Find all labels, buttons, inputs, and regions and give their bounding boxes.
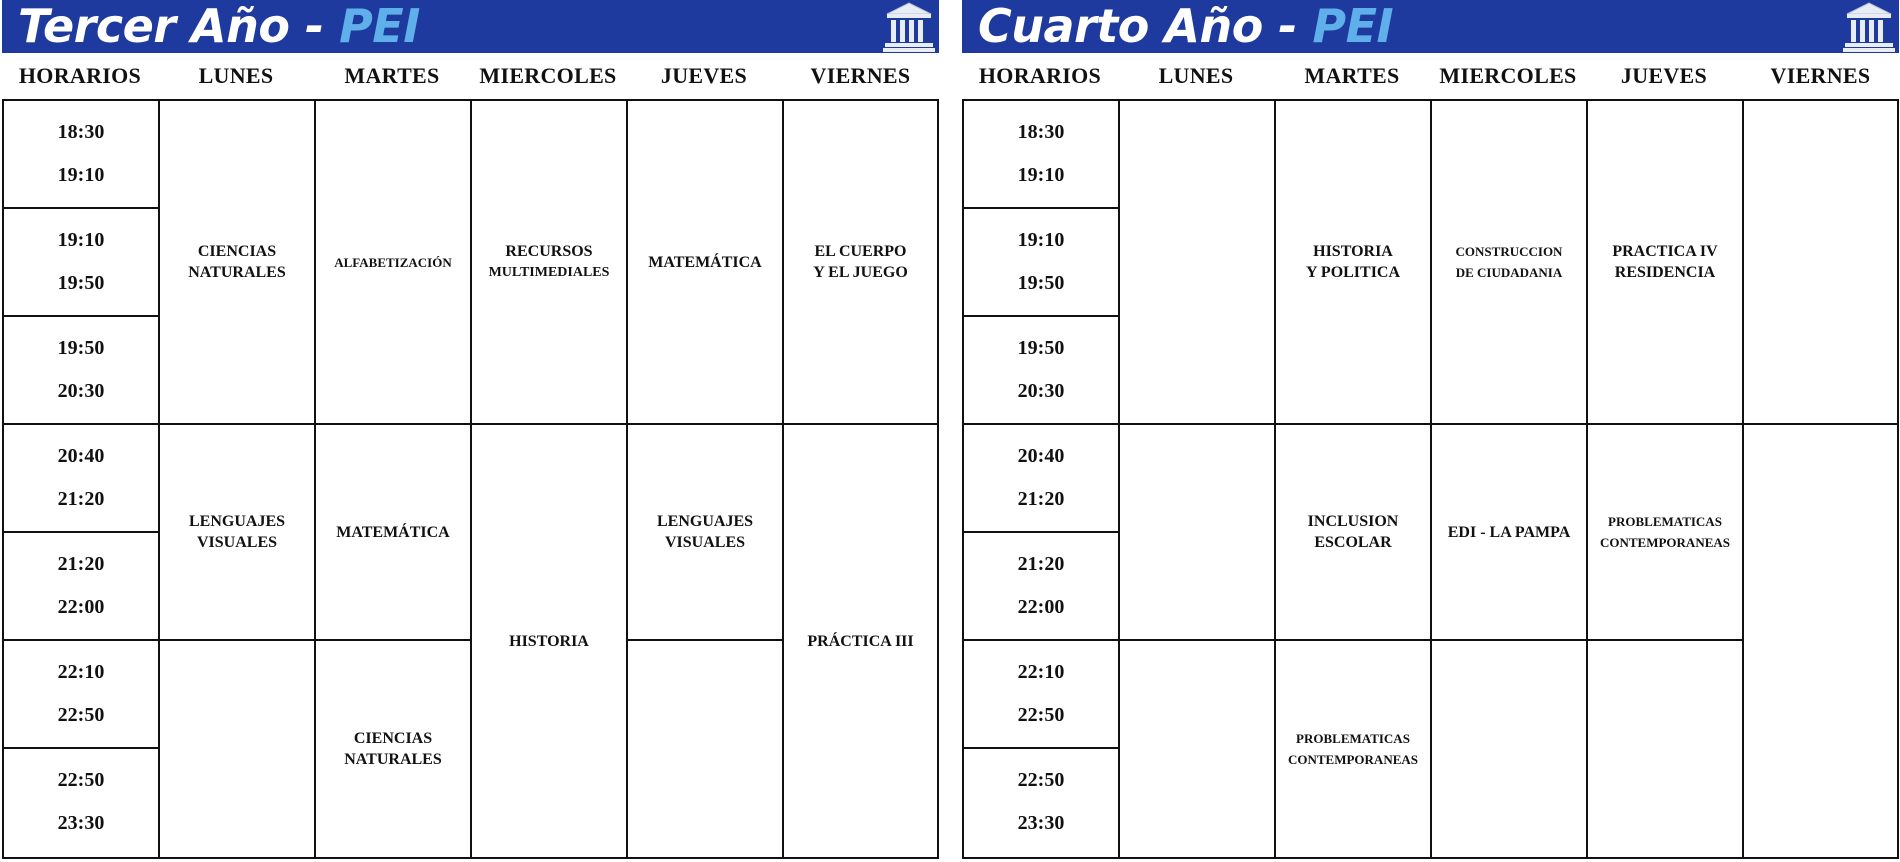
header-miercoles: MIERCOLES <box>1439 63 1577 88</box>
subject-cell-empty <box>1742 423 1899 859</box>
subject-cell-empty <box>1586 639 1744 859</box>
subject-cell-empty <box>1742 99 1899 425</box>
panel-title: Tercer Año - PEI <box>18 0 420 53</box>
subject-cell-miercoles-1: CONSTRUCCION DE CIUDADANIA <box>1430 99 1588 425</box>
subject-cell-jueves-1: MATEMÁTICA <box>626 99 784 425</box>
header-miercoles: MIERCOLES <box>479 63 617 88</box>
time-slot: 22:50 23:30 <box>2 747 160 859</box>
time-slot: 19:50 20:30 <box>962 315 1120 425</box>
header-horarios: HORARIOS <box>978 63 1102 88</box>
header-horarios: HORARIOS <box>18 63 142 88</box>
subject-cell-martes-1: HISTORIA Y POLITICA <box>1274 99 1432 425</box>
time-slot: 21:20 22:00 <box>962 531 1120 641</box>
subject-cell-miercoles-1: RECURSOS MULTIMEDIALES <box>470 99 628 425</box>
schedule-grid <box>962 99 1899 860</box>
time-slot: 22:50 23:30 <box>962 747 1120 859</box>
subject-cell-empty <box>1118 423 1276 641</box>
time-slot: 19:10 19:50 <box>962 207 1120 317</box>
time-slot: 19:10 19:50 <box>2 207 160 317</box>
subject-cell-miercoles-2: HISTORIA <box>470 423 628 859</box>
subject-cell-lunes-1: CIENCIAS NATURALES <box>158 99 316 425</box>
subject-cell-viernes-1: EL CUERPO Y EL JUEGO <box>782 99 939 425</box>
schedule-cuarto-ano <box>962 0 1899 862</box>
title-bar <box>962 0 1899 53</box>
schedule-tercer-ano <box>2 0 939 862</box>
subject-cell-miercoles-2: EDI - LA PAMPA <box>1430 423 1588 641</box>
header-martes: MARTES <box>1304 63 1400 88</box>
header-lunes: LUNES <box>198 63 274 88</box>
header-viernes: VIERNES <box>1770 63 1871 88</box>
subject-cell-martes-1: ALFABETIZACIÓN <box>314 99 472 425</box>
day-header-row <box>2 53 939 99</box>
time-slot: 18:30 19:10 <box>2 99 160 209</box>
subject-cell-lunes-2: LENGUAJES VISUALES <box>158 423 316 641</box>
time-slot: 20:40 21:20 <box>962 423 1120 533</box>
subject-cell-martes-2: INCLUSION ESCOLAR <box>1274 423 1432 641</box>
subject-cell-martes-3: CIENCIAS NATURALES <box>314 639 472 859</box>
subject-cell-viernes-2: PRÁCTICA III <box>782 423 939 859</box>
subject-cell-jueves-2: LENGUAJES VISUALES <box>626 423 784 641</box>
subject-cell-martes-3: PROBLEMATICAS CONTEMPORANEAS <box>1274 639 1432 859</box>
building-columns-icon <box>881 0 937 53</box>
subject-cell-empty <box>1118 99 1276 425</box>
header-martes: MARTES <box>344 63 440 88</box>
subject-cell-empty <box>1430 639 1588 859</box>
subject-cell-jueves-1: PRACTICA IV RESIDENCIA <box>1586 99 1744 425</box>
time-slot: 21:20 22:00 <box>2 531 160 641</box>
title-bar <box>2 0 939 53</box>
header-jueves: JUEVES <box>660 63 748 88</box>
time-slot: 22:10 22:50 <box>2 639 160 749</box>
day-header-row <box>962 53 1899 99</box>
header-lunes: LUNES <box>1158 63 1234 88</box>
subject-cell-empty <box>1118 639 1276 859</box>
subject-cell-jueves-2: PROBLEMATICAS CONTEMPORANEAS <box>1586 423 1744 641</box>
time-slot: 19:50 20:30 <box>2 315 160 425</box>
building-columns-icon <box>1841 0 1897 53</box>
schedule-grid <box>2 99 939 860</box>
header-viernes: VIERNES <box>810 63 911 88</box>
header-jueves: JUEVES <box>1620 63 1708 88</box>
subject-cell-empty <box>626 639 784 859</box>
subject-cell-martes-2: MATEMÁTICA <box>314 423 472 641</box>
time-slot: 22:10 22:50 <box>962 639 1120 749</box>
time-slot: 18:30 19:10 <box>962 99 1120 209</box>
time-slot: 20:40 21:20 <box>2 423 160 533</box>
panel-title: Cuarto Año - PEI <box>978 0 1394 53</box>
subject-cell-empty <box>158 639 316 859</box>
